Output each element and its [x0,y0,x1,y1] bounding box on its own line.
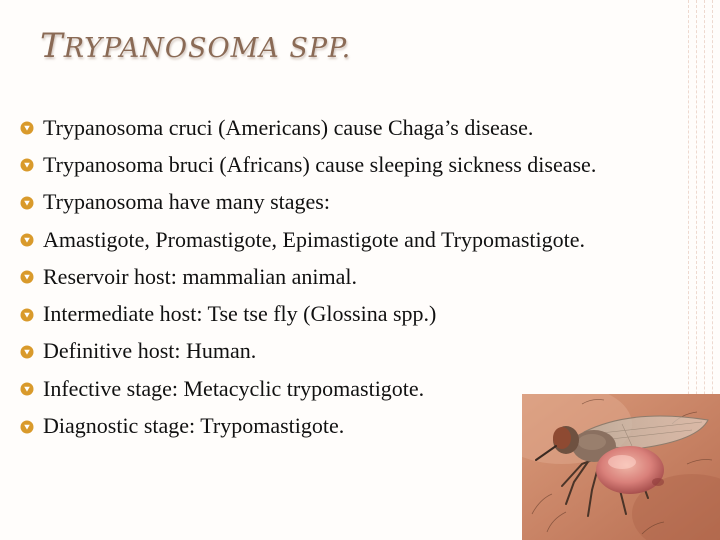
list-item [20,407,596,444]
tsetse-fly-image [522,394,720,540]
list-item [20,184,596,221]
list-item [20,146,596,183]
list-item [20,221,596,258]
bullet-text: Reservoir host: mammalian animal. [43,263,358,289]
sunburst-bullet-icon [20,233,34,247]
list-item [20,109,596,146]
sunburst-bullet-icon [20,121,34,135]
sunburst-bullet-icon [20,270,34,284]
bullet-text: Diagnostic stage: Trypomastigote. [43,413,345,439]
slide-title-initial: T [40,26,64,66]
slide-title-rest: RYPANOSOMA SPP. [63,33,352,64]
bullet-text: Trypanosoma have many stages: [43,189,330,215]
sunburst-bullet-icon [20,382,34,396]
slide-title [40,26,351,66]
list-item [20,370,596,407]
sunburst-bullet-icon [20,158,34,172]
sunburst-bullet-icon [20,345,34,359]
sunburst-bullet-icon [20,196,34,210]
list-item [20,295,596,332]
sunburst-bullet-icon [20,420,34,434]
bullet-text: Intermediate host: Tse tse fly (Glossina spp.) [43,301,437,327]
list-item [20,258,596,295]
bullet-text: Amastigote, Promastigote, Epimastigote and Trypomastigote. [43,226,586,252]
sunburst-bullet-icon [20,308,34,322]
bullet-text: Definitive host: Human. [43,338,257,364]
bullet-text: Infective stage: Metacyclic trypomastigote. [43,375,425,401]
bullet-list [20,109,596,445]
tsetse-fly-photo [522,394,720,540]
bullet-text: Trypanosoma bruci (Africans) cause sleeping sickness disease. [43,151,597,177]
bullet-text: Trypanosoma cruci (Americans) cause Chaga’s disease. [43,114,534,140]
list-item [20,333,596,370]
